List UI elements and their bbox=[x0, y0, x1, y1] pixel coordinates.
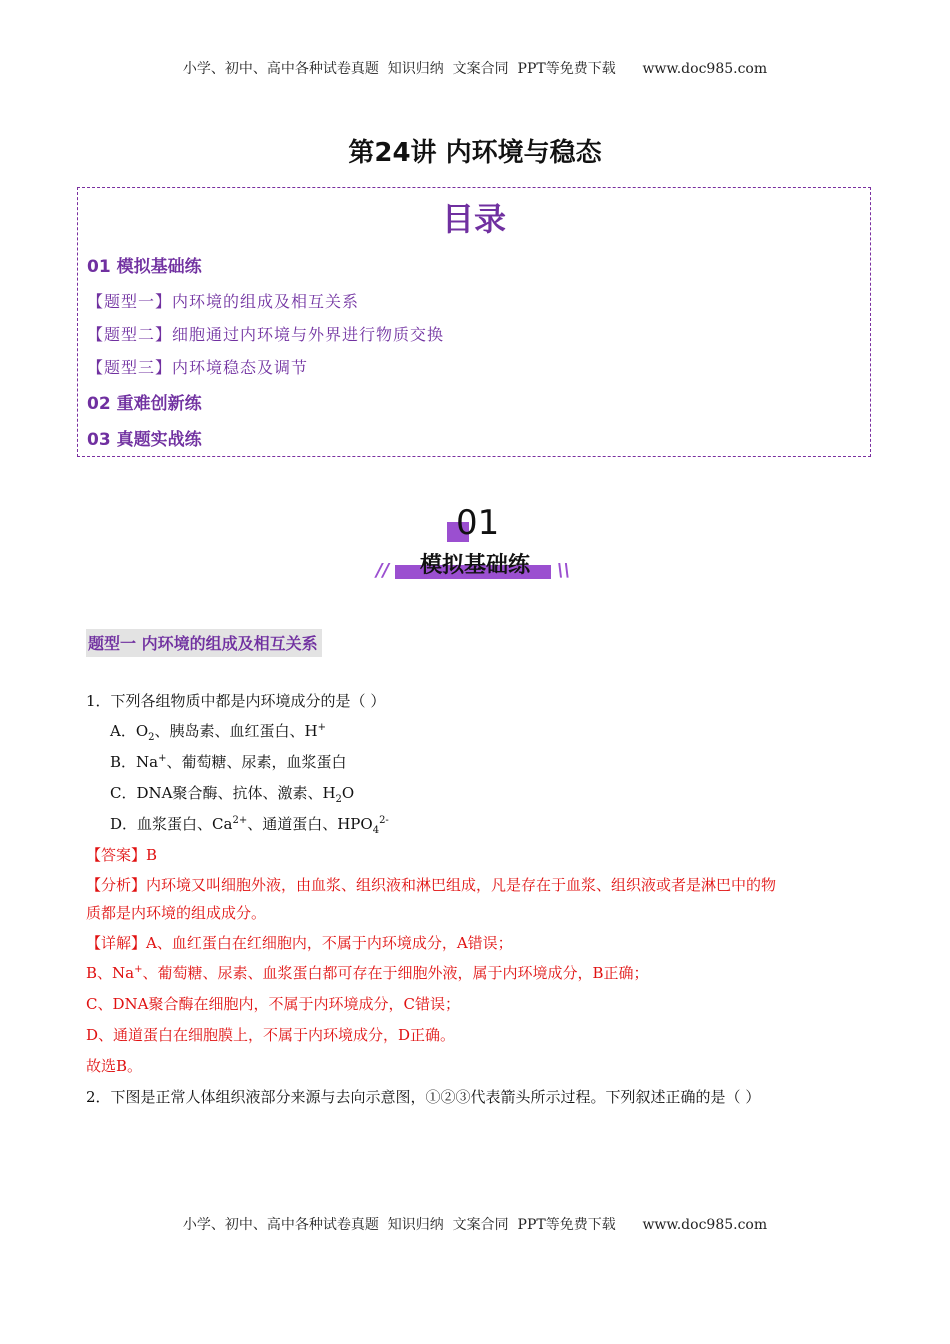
q1-option-c-text-2: O bbox=[341, 784, 355, 802]
q1-analysis-line-2: 质都是内环境的组成成分。 bbox=[86, 904, 267, 922]
q1-option-a-sup: + bbox=[317, 722, 326, 733]
q1-detail-line-2 bbox=[86, 962, 649, 983]
q1-option-d-sup: 2+ bbox=[232, 815, 248, 826]
table-of-contents bbox=[77, 187, 871, 457]
page-title: 第24讲 内环境与稳态 bbox=[348, 138, 602, 168]
q1-option-c-text: C．DNA聚合酶、抗体、激素、H bbox=[110, 784, 336, 802]
toc-item-type-3[interactable]: 【题型三】内环境稳态及调节 bbox=[87, 358, 309, 377]
q1-detail-2-sup: + bbox=[134, 964, 143, 975]
toc-item-type-2[interactable]: 【题型二】细胞通过内环境与外界进行物质交换 bbox=[87, 325, 445, 344]
page-footer: 小学、初中、高中各种试卷真题 知识归纳 文案合同 PPT等免费下载 www.doc985.com bbox=[182, 1217, 768, 1233]
q1-option-a-text-2: 、胰岛素、血红蛋白、H bbox=[154, 722, 318, 740]
q1-option-d-text: D．血浆蛋白、Ca bbox=[110, 815, 233, 833]
q1-option-b bbox=[110, 751, 347, 772]
subsection-heading: 题型一 内环境的组成及相互关系 bbox=[86, 629, 322, 657]
q1-option-b-text: B．Na bbox=[110, 753, 159, 771]
q1-detail-2-text-2: 、葡萄糖、尿素、血浆蛋白都可存在于细胞外液，属于内环境成分，B正确； bbox=[142, 964, 649, 982]
banner-number: 01 bbox=[456, 503, 500, 543]
q1-analysis-line-1: 【分析】内环境又叫细胞外液，由血浆、组织液和淋巴组成，凡是存在于血浆、组织液或者是淋巴中的物 bbox=[86, 876, 777, 894]
q1-conclusion: 故选B。 bbox=[86, 1057, 143, 1075]
q1-option-d bbox=[110, 813, 389, 836]
banner-slash-left: // bbox=[376, 560, 390, 581]
banner-title: 模拟基础练 bbox=[419, 553, 530, 578]
q1-option-b-text-2: 、葡萄糖、尿素，血浆蛋白 bbox=[166, 753, 347, 771]
q1-stem: 1．下列各组物质中都是内环境成分的是（ ） bbox=[86, 692, 386, 710]
q1-detail-line-1: 【详解】A、血红蛋白在红细胞内，不属于内环境成分，A错误； bbox=[86, 934, 513, 952]
toc-item-type-1[interactable]: 【题型一】内环境的组成及相互关系 bbox=[87, 292, 360, 311]
q1-option-a-sub: 2 bbox=[148, 732, 155, 743]
toc-title: 目录 bbox=[441, 200, 506, 238]
q1-option-a bbox=[110, 720, 326, 743]
q1-detail-line-3: C、DNA聚合酶在细胞内，不属于内环境成分，C错误； bbox=[86, 995, 460, 1013]
banner-slash-right: \\ bbox=[557, 560, 571, 581]
q1-option-d-sup-2: 2- bbox=[379, 815, 389, 826]
q1-option-c bbox=[110, 782, 354, 805]
toc-section-02[interactable]: 02 重难创新练 bbox=[87, 394, 202, 414]
q1-option-d-text-2: 、通道蛋白、HPO bbox=[247, 815, 373, 833]
q1-detail-line-4: D、通道蛋白在细胞膜上，不属于内环境成分，D正确。 bbox=[86, 1026, 456, 1044]
toc-section-03[interactable]: 03 真题实战练 bbox=[87, 430, 202, 450]
q1-detail-2-text: B、Na bbox=[86, 964, 135, 982]
q1-option-c-sub: 2 bbox=[335, 794, 342, 805]
toc-section-01[interactable]: 01 模拟基础练 bbox=[87, 257, 202, 277]
q1-option-b-sup: + bbox=[158, 753, 167, 764]
q1-option-a-text: A．O bbox=[110, 722, 149, 740]
page-header: 小学、初中、高中各种试卷真题 知识归纳 文案合同 PPT等免费下载 www.doc985.com bbox=[182, 61, 768, 77]
q1-answer: 【答案】B bbox=[86, 846, 158, 864]
q1-option-d-sub: 4 bbox=[372, 825, 380, 836]
q2-stem: 2．下图是正常人体组织液部分来源与去向示意图，①②③代表箭头所示过程。下列叙述正确的是（ ） bbox=[86, 1088, 761, 1106]
